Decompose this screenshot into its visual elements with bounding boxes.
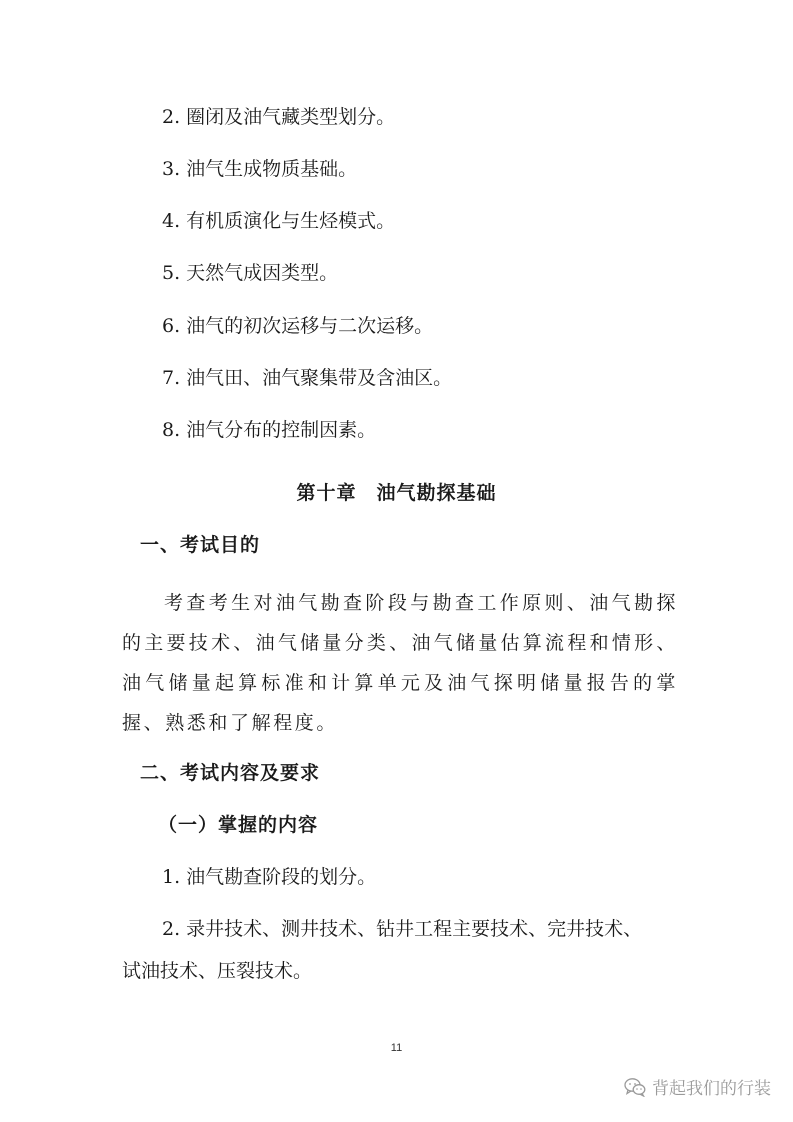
section-title-exam-purpose: 一、考试目的 [140,534,261,556]
watermark-text: 背起我们的行装 [652,1079,771,1099]
page-number: 11 [390,1042,403,1054]
list-item: 3. 油气生成物质基础。 [162,158,358,180]
list-item: 4. 有机质演化与生烃模式。 [162,210,396,232]
list-item-continuation: 试油技术、压裂技术。 [122,960,313,982]
list-item: 8. 油气分布的控制因素。 [162,419,377,441]
exam-purpose-paragraph: 考查考生对油气勘查阶段与勘查工作原则、油气勘探的主要技术、油气储量分类、油气储量估算流程和情形、油气储量起算标准和计算单元及油气探明储量报告的掌握、熟悉和了解程度。 [122,592,678,734]
list-item: 5. 天然气成因类型。 [162,262,339,284]
chapter-title: 第十章 油气勘探基础 [296,482,497,504]
watermark [624,1074,771,1099]
list-item: 2. 圈闭及油气藏类型划分。 [162,106,396,128]
list-item: 7. 油气田、油气聚集带及含油区。 [162,367,453,389]
list-item: 1. 油气勘查阶段的划分。 [162,866,377,888]
subsection-title-mastery: （一）掌握的内容 [158,814,319,836]
wechat-icon [624,1077,646,1097]
list-item: 6. 油气的初次运移与二次运移。 [162,315,434,337]
list-item: 2. 录井技术、测井技术、钻井工程主要技术、完井技术、 [162,918,643,940]
section-title-exam-content: 二、考试内容及要求 [140,762,321,784]
